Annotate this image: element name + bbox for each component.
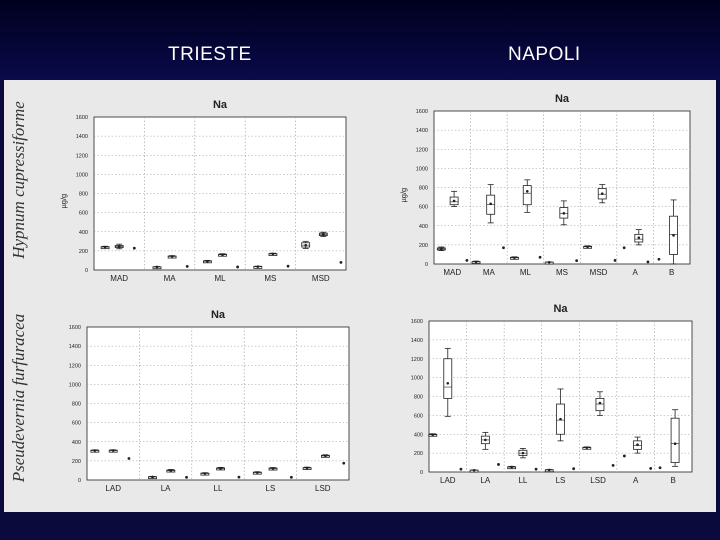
outlier-point	[623, 455, 626, 458]
outlier-point	[128, 457, 131, 460]
x-tick-label: MS	[556, 268, 568, 277]
slide-footer	[0, 512, 720, 540]
y-tick-label: 0	[424, 262, 428, 268]
box-mean-point	[324, 455, 327, 458]
x-tick-label: A	[632, 476, 639, 485]
x-tick-label: LS	[265, 484, 276, 493]
box-mean-point	[118, 245, 121, 248]
box-mean-point	[601, 192, 604, 195]
x-tick-label: LSD	[590, 476, 606, 485]
chart-trieste-hypnum	[59, 99, 346, 283]
outlier-point	[238, 476, 241, 479]
box-mean-point	[586, 245, 589, 248]
box-mean-point	[453, 200, 456, 203]
x-tick-label: LAD	[105, 484, 121, 493]
x-tick-label: LA	[480, 476, 491, 485]
outlier-point	[572, 467, 575, 470]
box-mean-point	[586, 446, 589, 449]
x-tick-label: B	[670, 476, 676, 485]
outlier-point	[658, 258, 661, 261]
box	[523, 186, 531, 205]
outlier-point	[236, 266, 239, 269]
box-mean-point	[171, 255, 174, 258]
y-tick-label: 1600	[415, 109, 428, 115]
outlier-point	[659, 466, 662, 469]
box-mean-point	[489, 202, 492, 205]
x-tick-label: A	[632, 268, 638, 277]
x-tick-label: LA	[160, 484, 171, 493]
box-mean-point	[104, 246, 107, 249]
box	[444, 359, 452, 399]
outlier-point	[502, 246, 505, 249]
x-tick-label: LSD	[315, 484, 331, 493]
y-tick-label: 0	[419, 470, 423, 476]
box-mean-point	[473, 469, 476, 472]
chart-title: Na	[212, 99, 228, 111]
y-tick-label: 800	[78, 191, 88, 198]
y-tick-label: 600	[71, 420, 81, 427]
y-tick-label: 1200	[410, 356, 423, 363]
y-tick-label: 1000	[415, 166, 428, 173]
box-mean-point	[513, 256, 516, 259]
box	[671, 418, 679, 462]
box-mean-point	[94, 449, 97, 452]
y-tick-label: 1000	[75, 172, 88, 179]
chart-napoli-pseudevernia	[411, 303, 692, 485]
y-tick-label: 1400	[75, 134, 88, 141]
outlier-point	[614, 259, 617, 262]
box-mean-point	[440, 248, 443, 251]
y-tick-label: 200	[418, 242, 428, 249]
y-tick-label: 400	[418, 223, 428, 230]
y-tick-label: 400	[413, 432, 423, 439]
x-tick-label: MS	[264, 274, 277, 283]
chart-napoli-hypnum	[399, 93, 690, 277]
y-tick-label: 1000	[68, 382, 81, 389]
y-tick-label: 800	[71, 401, 81, 408]
y-axis-label: µg/g	[399, 187, 408, 203]
y-tick-label: 600	[78, 210, 88, 217]
box-mean-point	[484, 439, 487, 442]
x-tick-label: ML	[214, 274, 226, 283]
outlier-point	[623, 246, 626, 249]
row-label-hypnum: Hypnum cupressiforme	[9, 101, 28, 259]
box-mean-point	[475, 261, 478, 264]
x-tick-label: ML	[519, 268, 531, 277]
box-mean-point	[151, 476, 154, 479]
outlier-point	[186, 265, 189, 268]
y-tick-label: 400	[71, 439, 81, 446]
y-tick-label: 1600	[410, 319, 423, 325]
chart-title: Na	[553, 303, 568, 315]
y-tick-label: 800	[413, 394, 423, 401]
header-title-trieste: TRIESTE	[168, 44, 252, 65]
outlier-point	[575, 259, 578, 262]
x-tick-label: MA	[163, 274, 176, 283]
outlier-point	[185, 476, 188, 479]
row-label-pseudevernia: Pseudevernia furfuracea	[9, 313, 28, 483]
x-tick-label: MA	[482, 268, 495, 277]
x-tick-label: MSD	[589, 268, 608, 277]
x-tick-label: LAD	[440, 476, 456, 485]
box-mean-point	[257, 265, 260, 268]
box-mean-point	[306, 467, 309, 470]
outlier-point	[287, 265, 290, 268]
y-tick-label: 1600	[75, 115, 88, 121]
box-mean-point	[510, 466, 513, 469]
box-mean-point	[559, 418, 562, 421]
x-tick-label: MAD	[110, 274, 129, 283]
figure-svg	[0, 80, 720, 512]
box-mean-point	[322, 233, 325, 236]
y-tick-label: 1000	[410, 375, 423, 382]
x-tick-label: LL	[213, 484, 223, 493]
y-tick-label: 1200	[75, 153, 88, 160]
box-mean-point	[674, 442, 677, 445]
outlier-point	[133, 247, 136, 250]
y-tick-label: 0	[77, 478, 81, 484]
box-mean-point	[221, 253, 224, 256]
box	[596, 398, 604, 410]
outlier-point	[460, 468, 463, 471]
y-tick-label: 400	[78, 229, 88, 236]
box-mean-point	[219, 467, 222, 470]
slide-header	[0, 0, 720, 80]
outlier-point	[535, 468, 538, 471]
box-mean-point	[636, 443, 639, 446]
box-mean-point	[548, 261, 551, 264]
x-tick-label: LL	[518, 476, 528, 485]
box-mean-point	[672, 234, 675, 237]
x-tick-label: B	[669, 268, 675, 277]
y-tick-label: 1400	[415, 128, 428, 135]
y-tick-label: 1400	[68, 344, 81, 351]
y-tick-label: 600	[418, 204, 428, 211]
outlier-point	[290, 476, 293, 479]
outlier-point	[649, 467, 652, 470]
y-tick-label: 1200	[415, 147, 428, 154]
box-mean-point	[170, 469, 173, 472]
box-mean-point	[526, 190, 529, 193]
y-tick-label: 1400	[410, 337, 423, 344]
box-mean-point	[206, 260, 209, 263]
y-tick-label: 1600	[68, 325, 81, 331]
outlier-point	[497, 463, 500, 466]
y-tick-label: 800	[418, 185, 428, 192]
box-mean-point	[272, 467, 275, 470]
box-mean-point	[112, 449, 115, 452]
header-title-napoli: NAPOLI	[508, 44, 581, 65]
box-mean-point	[548, 469, 551, 472]
y-tick-label: 600	[413, 413, 423, 420]
outlier-point	[539, 256, 542, 259]
box-mean-point	[446, 382, 449, 385]
outlier-point	[466, 259, 469, 262]
y-tick-label: 0	[84, 268, 88, 274]
chart-title: Na	[210, 309, 226, 321]
box-mean-point	[256, 471, 259, 474]
box-mean-point	[156, 266, 159, 269]
y-tick-label: 200	[413, 451, 423, 458]
chart-trieste-pseudevernia	[69, 309, 349, 493]
y-tick-label: 1200	[68, 363, 81, 370]
outlier-point	[612, 464, 615, 467]
box-mean-point	[638, 236, 641, 239]
box-mean-point	[304, 244, 307, 247]
x-tick-label: MSD	[311, 274, 330, 283]
box-mean-point	[563, 212, 566, 215]
outlier-point	[342, 462, 345, 465]
box-mean-point	[431, 433, 434, 436]
outlier-point	[340, 261, 343, 264]
x-tick-label: MAD	[443, 268, 462, 277]
box-mean-point	[522, 452, 525, 455]
y-tick-label: 200	[78, 248, 88, 255]
y-axis-label: µg/g	[59, 193, 68, 209]
y-tick-label: 200	[71, 458, 81, 465]
outlier-point	[647, 260, 650, 263]
box-mean-point	[204, 472, 207, 475]
box-mean-point	[272, 253, 275, 256]
chart-title: Na	[554, 93, 570, 105]
x-tick-label: LS	[555, 476, 566, 485]
box-mean-point	[599, 402, 602, 405]
